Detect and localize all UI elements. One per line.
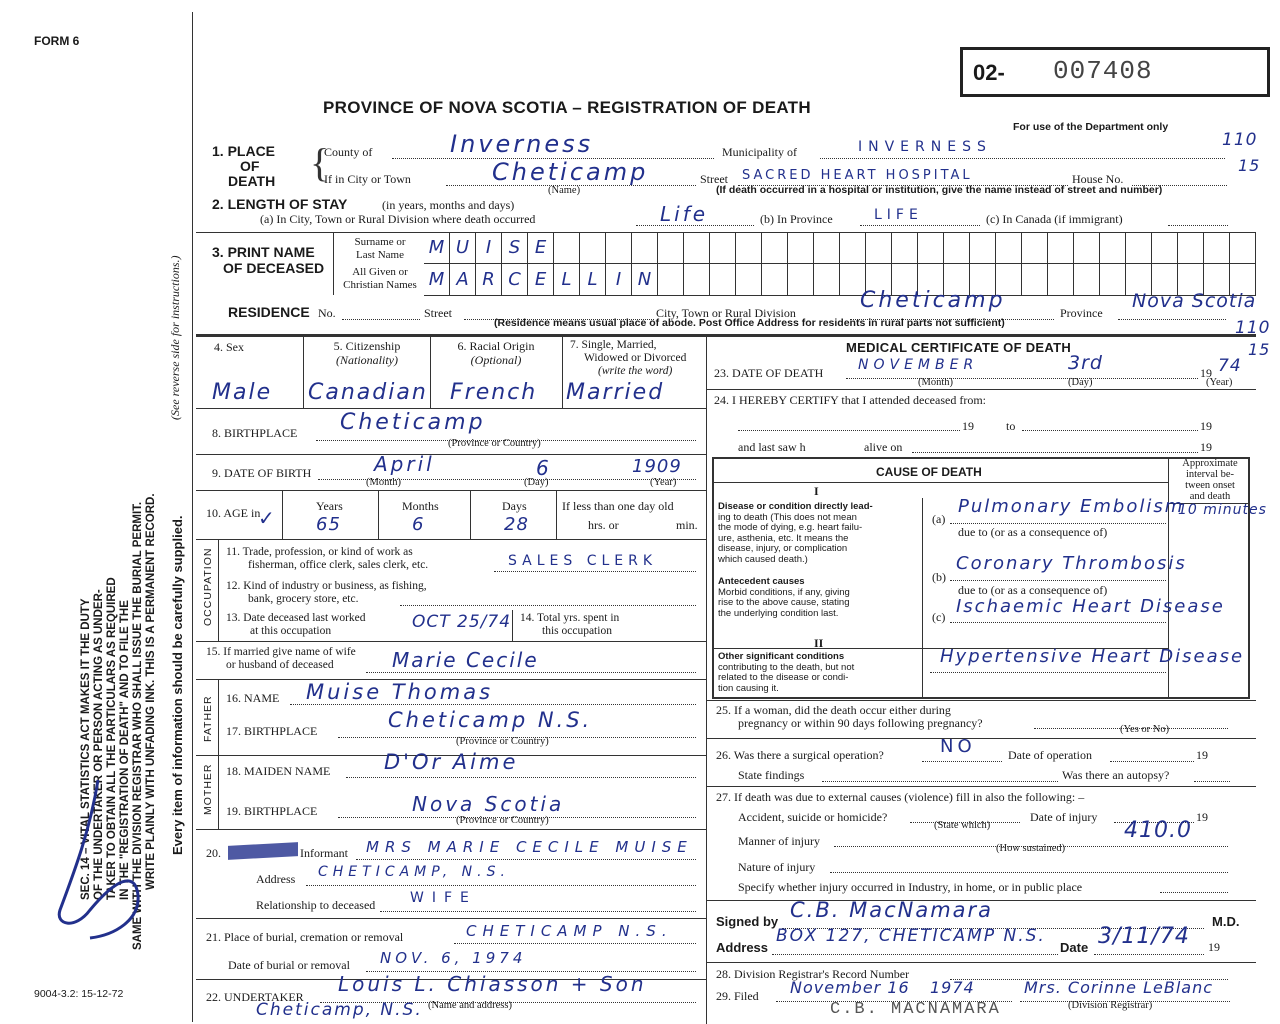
interval-label: Approximate interval be- tween onset and death (1182, 458, 1238, 502)
death-day-value: 3rd (1068, 352, 1103, 374)
name-letter-box: E (528, 264, 554, 295)
death-month-value: NOVEMBER (858, 357, 979, 373)
name-letter-box: M (424, 233, 450, 263)
residence-province-label: Province (1060, 306, 1103, 320)
marital-status-value: Married (566, 380, 665, 405)
name-letter-box: N (632, 264, 658, 295)
side-line-5: SAME WITH THE DIVISION REGISTRAR WHO SHALL ISSUE THE BURIAL PERMIT. (132, 501, 144, 950)
dob-year-value: 1909 (632, 456, 682, 477)
mother-birthplace-value: Nova Scotia (412, 792, 565, 816)
street-value: SACRED HEART HOSPITAL (742, 168, 973, 183)
name-letter-box: R (476, 264, 502, 295)
name-letter-box (1100, 233, 1126, 263)
name-letter-box (892, 233, 918, 263)
marital-status-label: 7. Single, Married, Widowed or Divorced (write the word) (570, 339, 687, 377)
operation-year: 19 (1196, 748, 1208, 762)
name-letter-box (658, 233, 684, 263)
disease-label: Disease or condition directly lead- ing to death (This does not mean the mode of dying, e.g. heart failu- ure, asthenia, etc. It means the disease, injury, or complication which caused death.) (718, 501, 873, 565)
cause-of-death-title: CAUSE OF DEATH (876, 465, 982, 479)
death-year-caption: (Year) (1206, 377, 1233, 388)
less-than-one-day-label: If less than one day old (562, 499, 674, 513)
trade-value: SALES CLERK (508, 553, 658, 569)
length-of-stay-title: 2. LENGTH OF STAY (212, 196, 348, 212)
operation-date-label: Date of operation (1008, 748, 1092, 762)
side-line-1: SEC. 14 – VITAL STATISTICS ACT MAKES IT THE DUTY (80, 598, 92, 900)
other-conditions-label: Other significant conditions contributing to the death, but not related to the disease or condi- tion causing it. (718, 651, 855, 694)
form-title: PROVINCE OF NOVA SCOTIA – REGISTRATION OF DEATH (323, 98, 811, 117)
injury-date-label: Date of injury (1030, 810, 1098, 824)
burial-date-value: NOV. 6, 1974 (380, 949, 527, 967)
nature-of-injury-label: Nature of injury (738, 860, 816, 874)
physician-address-value: BOX 127, CHETICAMP N.S. (776, 926, 1046, 946)
due-to-a: due to (or as a consequence of) (958, 525, 1108, 539)
name-letter-box: I (606, 264, 632, 295)
name-letter-box (1074, 264, 1100, 295)
mother-name-label: 18. MAIDEN NAME (226, 764, 331, 778)
dept-code-3: 110 (1235, 318, 1271, 338)
name-letter-box (762, 233, 788, 263)
form-number: FORM 6 (34, 34, 80, 48)
burial-place-value: CHETICAMP N.S. (466, 922, 673, 940)
part-one-roman: I (814, 484, 819, 498)
age-label: 10. AGE in (206, 506, 261, 520)
name-letter-box (736, 233, 762, 263)
name-letter-box: E (528, 233, 554, 263)
name-letter-box (1126, 233, 1152, 263)
father-birthplace-caption: (Province or Country) (456, 736, 549, 747)
last-worked-value: OCT 25/74 (412, 612, 512, 632)
name-letter-box: L (554, 264, 580, 295)
autopsy-label: Was there an autopsy? (1062, 768, 1170, 782)
total-years-label: 14. Total yrs. spent in this occupation (520, 612, 620, 637)
side-line-2: OF THE UNDERTAKER OR PERSON ACTING AS UNDER- (93, 589, 105, 900)
filed-label: 29. Filed (716, 989, 759, 1003)
name-letter-box (580, 233, 606, 263)
cause-c-label: (c) (932, 610, 946, 624)
attended-to-label: to (1006, 419, 1016, 433)
father-name-value: Muise Thomas (306, 680, 494, 704)
spouse-value: Marie Cecile (392, 648, 539, 672)
municipality-value: INVERNESS (858, 139, 992, 155)
birthplace-caption: (Province or Country) (448, 438, 541, 449)
residence-no-label: No. (318, 306, 336, 320)
dob-day-caption: (Day) (524, 477, 549, 488)
cause-b-label: (b) (932, 570, 946, 584)
name-letter-box (1074, 233, 1100, 263)
residence-city-label: City, Town or Rural Division (656, 306, 796, 320)
death-year-value: 74 (1218, 356, 1242, 376)
side-every-item: Every item of information should be carefully supplied. (170, 515, 185, 855)
name-letter-box (866, 233, 892, 263)
mother-side-label: MOTHER (202, 763, 214, 815)
name-letter-box (1100, 264, 1126, 295)
given-names-label: All Given or Christian Names (343, 266, 417, 291)
name-letter-box (684, 264, 710, 295)
industry-label: 12. Kind of industry or business, as fishing, bank, grocery store, etc. (226, 580, 427, 605)
death-day-caption: (Day) (1068, 377, 1093, 388)
undertaker-caption: (Name and address) (428, 1000, 512, 1011)
cause-a-label: (a) (932, 512, 946, 526)
relationship-value: WIFE (410, 890, 477, 906)
name-letter-box (1048, 233, 1074, 263)
physician-address-label: Address (716, 940, 769, 955)
dept-code-4: 15 (1248, 340, 1271, 359)
side-reverse-note: (See reverse side for instructions.) (168, 255, 182, 420)
cause-c-value: Ischaemic Heart Disease (956, 596, 1225, 617)
physician-stamp: C.B. MACNAMARA (830, 1000, 1001, 1019)
name-letter-box: A (450, 264, 476, 295)
place-of-death-title: 1. PLACE OF DEATH (212, 143, 276, 189)
city-label: If in City or Town (324, 172, 411, 186)
antecedent-label: Antecedent causes Morbid conditions, if any, giving rise to the above cause, stating the underlying condition last. (718, 576, 850, 619)
death-month-caption: (Month) (918, 377, 953, 388)
county-label: County of (324, 145, 373, 159)
dob-day-value: 6 (536, 456, 552, 480)
name-letter-box (814, 233, 840, 263)
relationship-label: Relationship to deceased (256, 898, 376, 912)
sex-label: 4. Sex (214, 340, 244, 354)
margin-scribble (20, 760, 160, 950)
other-conditions-value: Hypertensive Heart Disease (940, 646, 1245, 667)
mother-birthplace-label: 19. BIRTHPLACE (226, 804, 318, 818)
mother-birthplace-caption: (Province or Country) (456, 815, 549, 826)
name-letter-box (554, 233, 580, 263)
part-two-roman: II (814, 636, 824, 650)
signed-by-value: C.B. MacNamara (790, 898, 994, 922)
street-label: Street (700, 172, 728, 186)
print-name-title: 3. PRINT NAME OF DECEASED (212, 244, 325, 276)
name-letter-box (1230, 233, 1256, 263)
father-side-label: FATHER (202, 695, 214, 742)
cause-b-value: Coronary Thrombosis (956, 553, 1187, 574)
name-letter-box (736, 264, 762, 295)
form-code: 9004-3.2: 15-12-72 (34, 988, 124, 1000)
surname-grid (424, 233, 1256, 263)
dept-code-2: 15 (1238, 156, 1261, 175)
cause-a-interval: 10 minutes (1178, 502, 1267, 518)
name-letter-box (632, 233, 658, 263)
name-letter-box: S (502, 233, 528, 263)
surgical-operation-answer: NO (940, 736, 976, 757)
surgical-operation-question: 26. Was there a surgical operation? (716, 748, 884, 762)
last-saw-year: 19 (1200, 440, 1212, 454)
residence-province-value: Nova Scotia (1132, 290, 1257, 312)
months-value: 6 (412, 514, 427, 535)
city-value: Cheticamp (492, 158, 649, 186)
name-letter-box (970, 233, 996, 263)
registration-number: 007408 (1053, 56, 1153, 86)
name-letter-box (658, 264, 684, 295)
date-of-birth-label: 9. DATE OF BIRTH (212, 466, 312, 480)
father-birthplace-label: 17. BIRTHPLACE (226, 724, 318, 738)
name-letter-box (788, 264, 814, 295)
house-number-label: House No. (1072, 172, 1124, 186)
name-letter-box (1048, 264, 1074, 295)
surname-label: Surname or Last Name (354, 236, 406, 261)
months-label: Months (402, 499, 439, 513)
informant-number: 20. (206, 846, 221, 860)
name-letter-box (814, 264, 840, 295)
how-sustained-caption: (How sustained) (996, 843, 1066, 854)
signed-by-label: Signed by (716, 914, 779, 929)
certificate-date-label: Date (1060, 940, 1089, 955)
certificate-date-value: 3/11/74 (1098, 924, 1190, 949)
dob-year-caption: (Year) (650, 477, 677, 488)
injury-location-label: Specify whether injury occurred in Industry, in home, or in public place (738, 880, 1083, 894)
pregnancy-question-1: 25. If a woman, did the death occur either during (716, 703, 951, 717)
racial-origin-label: 6. Racial Origin (Optional) (457, 339, 535, 367)
municipality-label: Municipality of (722, 145, 797, 159)
name-letter-box (606, 233, 632, 263)
citizenship-value: Canadian (308, 380, 428, 405)
md-label: M.D. (1212, 914, 1240, 929)
yes-no-caption: (Yes or No) (1120, 724, 1170, 735)
county-value: Inverness (450, 130, 594, 158)
department-use-note: For use of the Department only (1013, 121, 1169, 133)
state-which-caption: (State which) (934, 820, 991, 831)
citizenship-label: 5. Citizenship (Nationality) (333, 339, 401, 367)
residence-title: RESIDENCE (228, 304, 310, 320)
name-letter-box (840, 233, 866, 263)
death-year-prefix: 19 (1200, 366, 1212, 380)
due-to-b: due to (or as a consequence of) (958, 583, 1108, 597)
side-line-4: IN THE "REGISTRATION OF DEATH" AND TO FILE THE (119, 600, 131, 900)
name-letter-box (996, 233, 1022, 263)
days-label: Days (502, 499, 527, 513)
filed-date-value: November 16 (790, 978, 910, 997)
record-number-label: 28. Division Registrar's Record Number (716, 967, 910, 981)
length-of-stay-sub: (in years, months and days) (382, 198, 515, 212)
informant-address-value: CHETICAMP, N.S. (318, 864, 510, 880)
days-value: 28 (504, 514, 529, 535)
name-letter-box: C (502, 264, 528, 295)
stay-c-label: (c) In Canada (if immigrant) (986, 212, 1123, 226)
street-note: (If death occurred in a hospital or institution, give the name instead of street and number) (716, 184, 1163, 196)
last-worked-label: 13. Date deceased last worked at this occupation (226, 612, 366, 637)
informant-strikeout (228, 842, 298, 860)
father-name-label: 16. NAME (226, 691, 280, 705)
dob-month-value: April (374, 452, 435, 476)
dob-month-caption: (Month) (366, 477, 401, 488)
sex-value: Male (212, 380, 273, 405)
birthplace-label: 8. BIRTHPLACE (212, 426, 298, 440)
name-letter-box: M (424, 264, 450, 295)
certificate-year-prefix: 19 (1208, 940, 1220, 954)
name-letter-box (1204, 233, 1230, 263)
spouse-label: 15. If married give name of wife or husband of deceased (206, 646, 356, 671)
attended-to-year: 19 (1200, 419, 1212, 433)
burial-date-label: Date of burial or removal (228, 958, 350, 972)
birthplace-value: Cheticamp (340, 410, 486, 435)
stay-a-value: Life (660, 202, 709, 226)
years-label: Years (316, 499, 343, 513)
name-letter-box: I (476, 233, 502, 263)
occupation-side-label: OCCUPATION (202, 547, 214, 626)
accident-label: Accident, suicide or homicide? (738, 810, 888, 824)
alive-on-label: alive on (864, 440, 903, 454)
certify-label: 24. I HEREBY CERTIFY that I attended deceased from: (714, 393, 986, 407)
side-line-6: WRITE PLAINLY WITH UNFADING INK. THIS IS A PERMANENT RECORD. (145, 493, 157, 890)
informant-label: Informant (300, 846, 348, 860)
name-letter-box (684, 233, 710, 263)
residence-city-value: Cheticamp (860, 288, 1006, 313)
external-causes-question: 27. If death was due to external causes (violence) fill in also the following: – (716, 790, 1085, 804)
registration-prefix: 02- (973, 60, 1005, 85)
name-letter-box (762, 264, 788, 295)
injury-year: 19 (1196, 810, 1208, 824)
state-findings-label: State findings (738, 768, 805, 782)
name-letter-box (1152, 233, 1178, 263)
undertaker-label: 22. UNDERTAKER (206, 990, 304, 1004)
father-birthplace-value: Cheticamp N.S. (388, 708, 593, 732)
manner-of-injury-label: Manner of injury (738, 834, 820, 848)
attended-from-year: 19 (962, 419, 974, 433)
dept-code-1: 110 (1222, 130, 1258, 150)
age-check: ✓ (258, 506, 275, 530)
years-value: 65 (316, 514, 341, 535)
name-letter-box (944, 233, 970, 263)
minutes-label: min. (676, 518, 698, 532)
pregnancy-question-2: pregnancy or within 90 days following pregnancy? (738, 716, 983, 730)
medical-certificate-title: MEDICAL CERTIFICATE OF DEATH (846, 340, 1072, 355)
division-registrar-signature: Mrs. Corinne LeBlanc (1024, 978, 1214, 997)
filed-year-value: 1974 (930, 978, 975, 997)
side-line-3: TAKER TO OBTAIN ALL THE PARTICULARS AS REQUIRED (106, 577, 118, 900)
stay-a-label: (a) In City, Town or Rural Division where death occurred (260, 212, 536, 226)
informant-address-label: Address (256, 872, 296, 886)
name-caption: (Name) (548, 185, 581, 196)
date-of-death-label: 23. DATE OF DEATH (714, 366, 824, 380)
undertaker-address-value: Cheticamp, N.S. (256, 1000, 423, 1020)
name-letter-box: L (580, 264, 606, 295)
classification-code: 410.0 (1124, 818, 1192, 843)
mother-name-value: D'Or Aime (384, 750, 519, 774)
hours-label: hrs. or (588, 518, 619, 532)
stay-b-value: LIFE (874, 207, 923, 223)
stay-b-label: (b) In Province (760, 212, 833, 226)
racial-origin-value: French (450, 380, 538, 405)
residence-street-label: Street (424, 306, 452, 320)
name-letter-box (710, 233, 736, 263)
cause-a-value: Pulmonary Embolism (958, 496, 1185, 517)
residence-note: (Residence means usual place of abode. Post Office Address for residents in rural parts not sufficient) (494, 317, 1005, 329)
last-saw-label: and last saw h (738, 440, 806, 454)
burial-place-label: 21. Place of burial, cremation or removal (206, 930, 404, 944)
name-letter-box (710, 264, 736, 295)
name-letter-box (1178, 233, 1204, 263)
registration-number-box (960, 47, 1270, 97)
name-letter-box (918, 233, 944, 263)
trade-label: 11. Trade, profession, or kind of work as fisherman, office clerk, sales clerk, etc. (226, 546, 429, 571)
name-letter-box: U (450, 233, 476, 263)
undertaker-value: Louis L. Chiasson + Son (338, 972, 647, 996)
informant-name-value: MRS MARIE CECILE MUISE (366, 838, 693, 856)
name-letter-box (1022, 233, 1048, 263)
name-letter-box (788, 233, 814, 263)
name-letter-box (1022, 264, 1048, 295)
division-registrar-caption: (Division Registrar) (1068, 1000, 1153, 1011)
